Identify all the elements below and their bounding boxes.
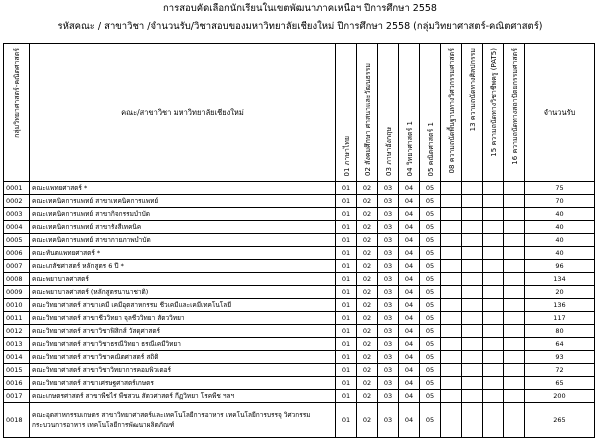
subject-cell: [462, 390, 483, 403]
subject-cell: [483, 377, 504, 390]
subject-cell: 04: [399, 338, 420, 351]
faculty-name: คณะวิทยาศาสตร์ สาขาวิชาฟิสิกส์ วัสดุศาสตร์: [30, 325, 336, 338]
faculty-code: 0006: [4, 247, 30, 260]
subject-cell: 05: [420, 325, 441, 338]
subject-cell: 05: [420, 377, 441, 390]
subject-cell: 03: [378, 312, 399, 325]
subject-cell: 02: [357, 377, 378, 390]
accept-count: 93: [525, 351, 595, 364]
subject-cell: [483, 234, 504, 247]
subject-cell: 04: [399, 325, 420, 338]
subject-cell: 03: [378, 221, 399, 234]
faculty-code: 0018: [4, 403, 30, 438]
faculty-name: [30, 403, 336, 438]
table-body: [4, 182, 595, 438]
subject-cell: [462, 273, 483, 286]
subject-cell: 04: [399, 234, 420, 247]
subject-cell: [441, 338, 462, 351]
faculty-code: 0016: [4, 377, 30, 390]
subject-cell: [483, 338, 504, 351]
faculty-name-text: คณะอุตสาหกรรมเกษตร สาขาวิทยาศาสตร์และเทคโนโลยีการอาหาร เทคโนโลยีการบรรจุ วิศวกรรมกระบวนการอาหาร เทคโนโลยีการพัฒนาผลิตภัณฑ์: [32, 411, 311, 429]
faculty-name: คณะเทคนิคการแพทย์ สาขากิจกรรมบำบัด: [30, 208, 336, 221]
subject-cell: [483, 325, 504, 338]
subject-cell: 01: [336, 312, 357, 325]
accept-count: 40: [525, 234, 595, 247]
faculty-name: คณะวิทยาศาสตร์ สาขาชีววิทยา จุลชีววิทยา สัตววิทยา: [30, 312, 336, 325]
accept-count: 20: [525, 286, 595, 299]
subject-cell: 02: [357, 273, 378, 286]
subject-cell: 03: [378, 195, 399, 208]
subject-cell: [504, 234, 525, 247]
subject-cell: 03: [378, 182, 399, 195]
accept-count: 265: [525, 403, 595, 438]
faculty-name: คณะวิทยาศาสตร์ สาขาเคมี เคมีอุตสาหกรรม ชีวเคมีและเคมีเทคโนโลยี: [30, 299, 336, 312]
subject-cell: 03: [378, 325, 399, 338]
subject-cell: [483, 273, 504, 286]
accept-count-header: จำนวนรับ: [525, 44, 595, 182]
subject-cell: [504, 260, 525, 273]
subject-cell: 04: [399, 299, 420, 312]
faculty-name: คณะเทคนิคการแพทย์ สาขาเทคนิคการแพทย์: [30, 195, 336, 208]
subject-cell: [441, 221, 462, 234]
subject-cell: [462, 182, 483, 195]
subject-cell: [483, 182, 504, 195]
subject-cell: 02: [357, 390, 378, 403]
faculty-name: คณะพยาบาลศาสตร์ (หลักสูตรนานาชาติ): [30, 286, 336, 299]
subject-cell: [441, 234, 462, 247]
subject-cell: [483, 312, 504, 325]
subject-cell: 05: [420, 182, 441, 195]
subject-cell: [441, 182, 462, 195]
faculty-name: คณะพยาบาลศาสตร์: [30, 273, 336, 286]
subject-cell: 03: [378, 338, 399, 351]
table-row: [4, 234, 595, 247]
subject-cell: 04: [399, 390, 420, 403]
subject-cell: [504, 390, 525, 403]
subject-header: 15 ความถนัดทางวิชาชีพครู (PAT5): [483, 44, 504, 182]
subject-cell: 04: [399, 182, 420, 195]
subject-cell: [462, 286, 483, 299]
subject-cell: [504, 377, 525, 390]
subject-cell: [483, 221, 504, 234]
subject-cell: 04: [399, 351, 420, 364]
table-row: [4, 273, 595, 286]
faculty-code: 0013: [4, 338, 30, 351]
subject-cell: 05: [420, 364, 441, 377]
accept-count: 80: [525, 325, 595, 338]
subject-cell: 05: [420, 195, 441, 208]
subject-cell: 05: [420, 273, 441, 286]
subject-cell: 05: [420, 403, 441, 438]
subject-cell: [504, 338, 525, 351]
subject-cell: 01: [336, 260, 357, 273]
subject-cell: 01: [336, 377, 357, 390]
subject-cell: [462, 338, 483, 351]
subject-cell: [441, 260, 462, 273]
subject-cell: 05: [420, 221, 441, 234]
subject-cell: [462, 221, 483, 234]
subject-cell: 03: [378, 403, 399, 438]
accept-count: 200: [525, 390, 595, 403]
table-row: [4, 247, 595, 260]
subject-cell: 02: [357, 351, 378, 364]
subject-cell: 01: [336, 403, 357, 438]
subject-cell: 05: [420, 390, 441, 403]
subject-cell: [483, 299, 504, 312]
subject-cell: [504, 195, 525, 208]
subject-cell: [441, 273, 462, 286]
subject-cell: [441, 299, 462, 312]
subject-cell: [462, 208, 483, 221]
accept-count: 72: [525, 364, 595, 377]
subject-cell: [483, 208, 504, 221]
subject-cell: [441, 208, 462, 221]
faculty-name: คณะเทคนิคการแพทย์ สาขารังสีเทคนิค: [30, 221, 336, 234]
table-row: [4, 208, 595, 221]
subject-cell: [504, 208, 525, 221]
accept-count: 40: [525, 208, 595, 221]
accept-count: 64: [525, 338, 595, 351]
accept-count: 134: [525, 273, 595, 286]
subject-cell: 04: [399, 403, 420, 438]
subject-cell: [441, 403, 462, 438]
group-header: กลุ่มวิทยาศาสตร์-คณิตศาสตร์: [4, 44, 30, 182]
subject-cell: [462, 299, 483, 312]
faculty-code: 0008: [4, 273, 30, 286]
subject-cell: 01: [336, 351, 357, 364]
accept-count: 70: [525, 195, 595, 208]
subject-cell: 03: [378, 208, 399, 221]
subject-cell: 03: [378, 351, 399, 364]
table-row: [4, 286, 595, 299]
subject-cell: 02: [357, 364, 378, 377]
faculty-name: คณะเภสัชศาสตร์ หลักสูตร 6 ปี *: [30, 260, 336, 273]
subject-cell: 02: [357, 195, 378, 208]
subject-cell: 02: [357, 338, 378, 351]
subject-cell: 03: [378, 273, 399, 286]
faculty-code: 0010: [4, 299, 30, 312]
subject-cell: 04: [399, 312, 420, 325]
subject-cell: [504, 286, 525, 299]
table-row: [4, 338, 595, 351]
subject-header: 04 วิทยาศาสตร์ 1: [399, 44, 420, 182]
subject-cell: 05: [420, 286, 441, 299]
subject-cell: 02: [357, 247, 378, 260]
subject-cell: 02: [357, 403, 378, 438]
subject-cell: [504, 221, 525, 234]
subject-cell: 01: [336, 234, 357, 247]
subject-cell: 01: [336, 195, 357, 208]
faculty-name: คณะแพทยศาสตร์ *: [30, 182, 336, 195]
subject-cell: 01: [336, 325, 357, 338]
faculty-code: 0005: [4, 234, 30, 247]
faculty-name: คณะวิทยาศาสตร์ สาขาวิชาธรณีวิทยา ธรณีเคมีวิทยา: [30, 338, 336, 351]
subject-cell: [483, 195, 504, 208]
subject-cell: [441, 364, 462, 377]
faculty-code: 0017: [4, 390, 30, 403]
subject-header: 02 สังคมศึกษา ศาสนาและวัฒนธรรม: [357, 44, 378, 182]
subject-cell: 03: [378, 234, 399, 247]
subject-cell: [462, 377, 483, 390]
subject-cell: 05: [420, 351, 441, 364]
subject-cell: 01: [336, 390, 357, 403]
subject-cell: [441, 377, 462, 390]
subject-header: 05 คณิตศาสตร์ 1: [420, 44, 441, 182]
table-row: [4, 221, 595, 234]
subject-cell: 02: [357, 299, 378, 312]
subject-cell: 02: [357, 221, 378, 234]
table-row: [4, 299, 595, 312]
subject-cell: 01: [336, 299, 357, 312]
table-row: [4, 390, 595, 403]
subject-cell: 02: [357, 260, 378, 273]
subject-cell: 01: [336, 273, 357, 286]
subject-cell: 04: [399, 247, 420, 260]
accept-count: 117: [525, 312, 595, 325]
subject-cell: [462, 351, 483, 364]
faculty-code: 0002: [4, 195, 30, 208]
faculty-code: 0012: [4, 325, 30, 338]
accept-count: 96: [525, 260, 595, 273]
faculty-code: 0004: [4, 221, 30, 234]
subject-cell: 02: [357, 286, 378, 299]
subject-cell: [483, 286, 504, 299]
subject-cell: [462, 260, 483, 273]
faculty-code: 0009: [4, 286, 30, 299]
subject-cell: [504, 325, 525, 338]
subject-cell: 04: [399, 286, 420, 299]
subject-cell: [441, 286, 462, 299]
subject-cell: 04: [399, 364, 420, 377]
subject-cell: 03: [378, 364, 399, 377]
subject-header: 16 ความถนัดทางสถาปัตยกรรมศาสตร์: [504, 44, 525, 182]
subject-cell: [483, 351, 504, 364]
accept-count: 40: [525, 247, 595, 260]
subject-cell: [462, 364, 483, 377]
accept-count: 75: [525, 182, 595, 195]
table-row: [4, 312, 595, 325]
subject-cell: [504, 273, 525, 286]
subject-cell: 04: [399, 260, 420, 273]
faculty-code: 0015: [4, 364, 30, 377]
table-row: [4, 377, 595, 390]
subject-cell: [504, 247, 525, 260]
subject-cell: [441, 325, 462, 338]
subject-cell: [504, 364, 525, 377]
subject-cell: 02: [357, 182, 378, 195]
faculty-name: คณะเทคนิคการแพทย์ สาขากายภาพบำบัด: [30, 234, 336, 247]
subject-cell: [504, 299, 525, 312]
subject-cell: [441, 195, 462, 208]
subject-cell: 04: [399, 221, 420, 234]
subject-cell: [441, 247, 462, 260]
subject-cell: [483, 247, 504, 260]
subject-cell: 04: [399, 195, 420, 208]
subject-cell: 02: [357, 312, 378, 325]
subject-header: 01 ภาษาไทย: [336, 44, 357, 182]
subject-cell: 03: [378, 377, 399, 390]
subject-cell: [462, 312, 483, 325]
subject-cell: [504, 182, 525, 195]
table-row: [4, 364, 595, 377]
subject-cell: 04: [399, 208, 420, 221]
faculty-code: 0014: [4, 351, 30, 364]
subject-cell: [441, 351, 462, 364]
subject-cell: [504, 351, 525, 364]
subject-cell: [441, 390, 462, 403]
subject-cell: [462, 195, 483, 208]
faculty-name: คณะทันตแพทยศาสตร์ *: [30, 247, 336, 260]
subject-cell: [462, 325, 483, 338]
subject-header: 03 ภาษาอังกฤษ: [378, 44, 399, 182]
faculty-name: คณะวิทยาศาสตร์ สาขาเศรษฐศาสตร์เกษตร: [30, 377, 336, 390]
subject-cell: [504, 403, 525, 438]
table-row: [4, 325, 595, 338]
faculty-code: 0011: [4, 312, 30, 325]
subject-cell: [462, 234, 483, 247]
subject-cell: 03: [378, 260, 399, 273]
subject-cell: [441, 312, 462, 325]
subject-cell: [462, 403, 483, 438]
subject-cell: 01: [336, 182, 357, 195]
subject-cell: 05: [420, 234, 441, 247]
faculty-code: 0001: [4, 182, 30, 195]
subject-cell: 01: [336, 221, 357, 234]
subject-cell: [483, 403, 504, 438]
document-title: การสอบคัดเลือกนักเรียนในเขตพัฒนาภาคเหนือฯ ปีการศึกษา 2558: [163, 3, 437, 14]
accept-count: 136: [525, 299, 595, 312]
subject-cell: [483, 390, 504, 403]
subject-cell: 03: [378, 286, 399, 299]
subject-cell: 04: [399, 377, 420, 390]
document-subtitle: รหัสคณะ / สาขาวิชา /จำนวนรับ/วิชาสอบของมหาวิทยาลัยเชียงใหม่ ปีการศึกษา 2558 (กลุ่มวิทยาศาสตร์-คณิตศาสตร์): [57, 21, 543, 32]
subject-cell: [504, 312, 525, 325]
subject-cell: 05: [420, 338, 441, 351]
subject-cell: 01: [336, 338, 357, 351]
table-header-row: [4, 44, 595, 182]
table-row: [4, 195, 595, 208]
table-row: [4, 260, 595, 273]
subject-cell: 04: [399, 273, 420, 286]
admission-table: [3, 43, 595, 438]
subject-cell: 02: [357, 325, 378, 338]
subject-cell: 05: [420, 247, 441, 260]
subject-cell: 05: [420, 312, 441, 325]
subject-header: 13 ความถนัดทางศิลปกรรม: [462, 44, 483, 182]
table-row: [4, 403, 595, 438]
faculty-name: คณะวิทยาศาสตร์ สาขาวิชาวิทยาการคอมพิวเตอร์: [30, 364, 336, 377]
faculty-code: 0007: [4, 260, 30, 273]
subject-cell: [462, 247, 483, 260]
subject-cell: 01: [336, 247, 357, 260]
subject-cell: 03: [378, 247, 399, 260]
subject-cell: 02: [357, 234, 378, 247]
subject-cell: 02: [357, 208, 378, 221]
subject-cell: [483, 260, 504, 273]
faculty-header: คณะ/สาขาวิชา มหาวิทยาลัยเชียงใหม่: [30, 44, 336, 182]
table-row: [4, 182, 595, 195]
subject-cell: 05: [420, 299, 441, 312]
subject-cell: 01: [336, 208, 357, 221]
subject-cell: 03: [378, 299, 399, 312]
subject-cell: 01: [336, 364, 357, 377]
subject-header: 08 ความถนัดพื้นฐานทางวิศวกรรมศาสตร์: [441, 44, 462, 182]
subject-cell: 01: [336, 286, 357, 299]
table-row: [4, 351, 595, 364]
faculty-name: คณะเกษตรศาสตร์ สาขาพืชไร่ พืชสวน สัตวศาสตร์ กีฏวิทยา โรคพืช ฯลฯ: [30, 390, 336, 403]
faculty-name: คณะวิทยาศาสตร์ สาขาวิชาคณิตศาสตร์ สถิติ: [30, 351, 336, 364]
subject-cell: [483, 364, 504, 377]
subject-cell: 03: [378, 390, 399, 403]
accept-count: 40: [525, 221, 595, 234]
subject-cell: 05: [420, 260, 441, 273]
faculty-code: 0003: [4, 208, 30, 221]
accept-count: 65: [525, 377, 595, 390]
subject-cell: 05: [420, 208, 441, 221]
